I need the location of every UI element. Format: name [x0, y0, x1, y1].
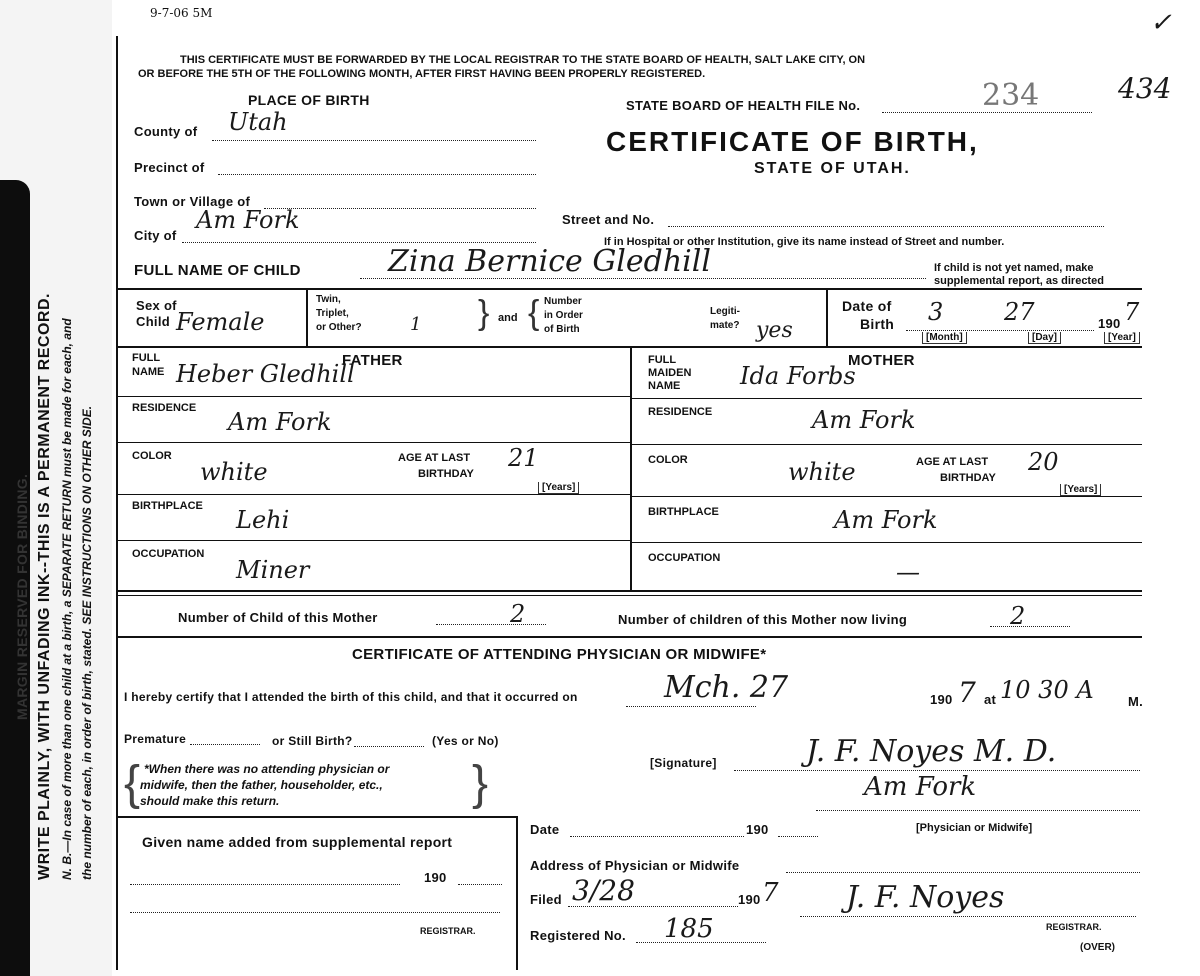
legit-value: yes [756, 318, 793, 343]
certify-text: I hereby certify that I attended the birth of this child, and that it occurred on [124, 690, 578, 704]
date-label: Date [530, 822, 560, 837]
occurred-value: Mch. 27 [664, 670, 789, 705]
birth-month-value: 3 [928, 298, 944, 326]
date-year-line [778, 836, 818, 837]
registrar-signature: J. F. Noyes [846, 880, 1005, 915]
binding-margin [0, 0, 112, 976]
over-label: (OVER) [1080, 942, 1115, 953]
precinct-label: Precinct of [134, 160, 205, 175]
birth-day-value: 27 [1004, 298, 1035, 326]
father-full-label-1: FULL [132, 352, 161, 364]
permanent-record-note: WRITE PLAINLY, WITH UNFADING INK--THIS IS A PERMANENT RECORD. [36, 293, 53, 880]
rule-father-birthplace [116, 540, 630, 541]
birth-year-prefix: 190 [1098, 316, 1121, 331]
rule-mother-color [630, 496, 1142, 497]
mother-birthplace-value: Am Fork [834, 506, 938, 534]
legit-label-1: Legiti- [710, 306, 740, 317]
living-line [990, 626, 1070, 627]
registrar-label: REGISTRAR. [1046, 922, 1102, 932]
birth-year-value: 7 [1124, 298, 1140, 326]
mother-birthplace-label: BIRTHPLACE [648, 506, 719, 518]
rule-mother-name [630, 398, 1142, 399]
name-note-1: If child is not yet named, make [934, 262, 1094, 274]
premature-label: Premature [124, 732, 187, 746]
note-brace-right: } [472, 757, 489, 810]
mother-full-label-1: FULL [648, 354, 677, 366]
sex-value: Female [176, 308, 265, 336]
mother-residence-label: RESIDENCE [648, 406, 713, 418]
date-label-1: Date of [842, 298, 892, 314]
city-value: Am Fork [196, 206, 300, 234]
signature-value: J. F. Noyes M. D. [806, 734, 1057, 769]
mother-age-label-1: AGE AT LAST [916, 456, 989, 468]
signature-line-2 [816, 810, 1140, 811]
rule-mother-res [630, 444, 1142, 445]
nb-note-line1: N. B.—In case of more than one child at a birth, a SEPARATE RETURN must be made for each, and [60, 318, 74, 880]
notice-line2: OR BEFORE THE 5TH OF THE FOLLOWING MONTH, AFTER FIRST HAVING BEEN PROPERLY REGISTERED. [138, 68, 706, 80]
address-line [786, 872, 1140, 873]
father-age-label-2: BIRTHDAY [418, 468, 474, 480]
father-name-value: Heber Gledhill [176, 360, 355, 388]
father-residence-label: RESIDENCE [132, 402, 197, 414]
check-mark: ✓ [1150, 8, 1172, 38]
address-label: Address of Physician or Midwife [530, 858, 740, 873]
sex-label-1: Sex of [136, 298, 177, 313]
supplemental-registrar: REGISTRAR. [420, 926, 476, 936]
registered-value: 185 [664, 914, 714, 944]
number-label-1: Number [544, 296, 582, 307]
file-label: STATE BOARD OF HEALTH FILE No. [626, 98, 861, 113]
date-line [906, 330, 1094, 331]
father-occupation-value: Miner [236, 556, 310, 584]
margin-reserved-note: MARGIN RESERVED FOR BINDING. [14, 473, 30, 720]
filed-label: Filed [530, 892, 562, 907]
rule-parents-bottom-2 [116, 595, 1142, 596]
signature-line [734, 770, 1140, 771]
registered-label: Registered No. [530, 928, 626, 943]
filed-year-value: 7 [762, 878, 779, 908]
mother-age-value: 20 [1028, 448, 1059, 476]
rule-supplemental-top [116, 816, 516, 818]
nb-note-line2: the number of each, in order of birth, stated. SEE INSTRUCTIONS ON OTHER SIDE. [80, 405, 94, 880]
rule-child-top [116, 288, 1142, 290]
father-age-label-1: AGE AT LAST [398, 452, 471, 464]
and-label: and [498, 312, 518, 324]
mother-name-value: Ida Forbs [740, 362, 856, 390]
father-residence-value: Am Fork [228, 408, 332, 436]
rule-father-name [116, 396, 630, 397]
mother-residence-value: Am Fork [812, 406, 916, 434]
note-line-2: midwife, then the father, householder, etc., [140, 778, 383, 792]
child-number-value: 2 [510, 600, 526, 628]
town-label: Town or Village of [134, 194, 251, 209]
mother-color-label: COLOR [648, 454, 688, 466]
mother-occupation-label: OCCUPATION [648, 552, 721, 564]
rule-counts-bottom [116, 636, 1142, 638]
father-birthplace-label: BIRTHPLACE [132, 500, 203, 512]
child-name-value: Zina Bernice Gledhill [388, 244, 711, 279]
divider-parents [630, 346, 632, 590]
twin-label-2: Triplet, [316, 308, 349, 319]
county-line [212, 140, 536, 141]
physician-year-prefix: 190 [930, 692, 953, 707]
month-caption: [Month] [922, 332, 967, 344]
twin-label-3: or Other? [316, 322, 362, 333]
date-line-phys [570, 836, 744, 837]
county-label: County of [134, 124, 198, 139]
signature-label: [Signature] [650, 756, 717, 770]
brace-right: { [528, 294, 540, 332]
child-number-line [436, 624, 546, 625]
father-color-value: white [200, 458, 268, 486]
number-label-2: in Order [544, 310, 583, 321]
name-note-2: supplemental report, as directed [934, 275, 1104, 287]
sex-label-2: Child [136, 314, 170, 329]
form-code: 9-7-06 5M [150, 6, 213, 20]
rule-parents-top [116, 346, 1142, 348]
note-line-1: *When there was no attending physician or [144, 762, 390, 776]
father-occupation-label: OCCUPATION [132, 548, 205, 560]
mother-color-value: white [788, 458, 856, 486]
child-number-label: Number of Child of this Mother [178, 610, 378, 625]
rule-father-res [116, 442, 630, 443]
city-label: City of [134, 228, 177, 243]
father-age-value: 21 [508, 444, 539, 472]
rule-parents-bottom [116, 590, 1142, 592]
twin-value: 1 [410, 314, 422, 335]
premature-line [190, 744, 260, 745]
certificate-subtitle: STATE OF UTAH. [754, 160, 911, 177]
living-label: Number of children of this Mother now living [618, 612, 908, 627]
frame-left [116, 36, 118, 970]
place-heading: PLACE OF BIRTH [248, 92, 370, 108]
date-year: 190 [746, 822, 769, 837]
mother-occupation-value: — [896, 558, 920, 586]
registrar-line [800, 916, 1136, 917]
filed-value: 3/28 [572, 874, 635, 907]
supplemental-line [130, 884, 400, 885]
town-line [264, 208, 536, 209]
note-brace-left: { [124, 757, 141, 810]
street-label: Street and No. [562, 212, 655, 227]
at-label: at [984, 692, 997, 707]
precinct-line [218, 174, 536, 175]
brace-left: } [478, 294, 490, 332]
street-line [668, 226, 1104, 227]
filed-year-prefix: 190 [738, 892, 761, 907]
supplemental-registrar-line [130, 912, 500, 913]
father-years-caption: [Years] [538, 482, 579, 494]
supplemental-label: Given name added from supplemental report [142, 834, 453, 850]
rule-mother-birthplace [630, 542, 1142, 543]
child-name-label: FULL NAME OF CHILD [134, 262, 301, 279]
supplemental-year-line [458, 884, 502, 885]
signature-place: Am Fork [864, 772, 977, 802]
father-heading: FATHER [342, 352, 403, 369]
physician-heading: CERTIFICATE OF ATTENDING PHYSICIAN OR MIDWIFE* [352, 646, 767, 663]
legit-label-2: mate? [710, 320, 740, 331]
file-number: 234 [982, 78, 1040, 113]
note-line-3: should make this return. [140, 794, 280, 808]
father-birthplace-value: Lehi [236, 506, 290, 534]
mother-heading: MOTHER [848, 352, 915, 369]
certificate-title: CERTIFICATE OF BIRTH, [606, 126, 979, 157]
twin-label-1: Twin, [316, 294, 341, 305]
father-color-label: COLOR [132, 450, 172, 462]
year-caption: [Year] [1104, 332, 1140, 344]
divider-supplemental [516, 816, 518, 970]
m-label: M. [1128, 694, 1144, 709]
still-birth-line [354, 746, 424, 747]
rule-father-color [116, 494, 630, 495]
supplemental-year: 190 [424, 870, 447, 885]
occurred-line [626, 706, 756, 707]
county-value: Utah [228, 108, 288, 136]
physician-caption: [Physician or Midwife] [916, 822, 1033, 834]
date-label-2: Birth [860, 316, 895, 332]
still-birth-label: or Still Birth? [272, 734, 353, 748]
divider-date [826, 288, 828, 346]
mother-full-label-2: MAIDEN [648, 367, 692, 379]
city-line [182, 242, 536, 243]
day-caption: [Day] [1028, 332, 1061, 344]
living-value: 2 [1010, 602, 1026, 630]
number-label-3: of Birth [544, 324, 580, 335]
notice-line1: THIS CERTIFICATE MUST BE FORWARDED BY THE LOCAL REGISTRAR TO THE STATE BOARD OF HEALTH, SALT LAKE CITY, ON [180, 54, 866, 66]
mother-age-label-2: BIRTHDAY [940, 472, 996, 484]
physician-year-value: 7 [958, 676, 976, 709]
mother-years-caption: [Years] [1060, 484, 1101, 496]
father-full-label-2: NAME [132, 366, 165, 378]
yes-no-label: (Yes or No) [432, 734, 499, 748]
time-value: 10 30 A [1000, 676, 1094, 704]
divider-sex [306, 288, 308, 346]
hospital-note: If in Hospital or other Institution, give its name instead of Street and number. [604, 236, 1005, 248]
mother-full-label-3: NAME [648, 380, 681, 392]
file-number-handwritten: 434 [1118, 72, 1172, 105]
